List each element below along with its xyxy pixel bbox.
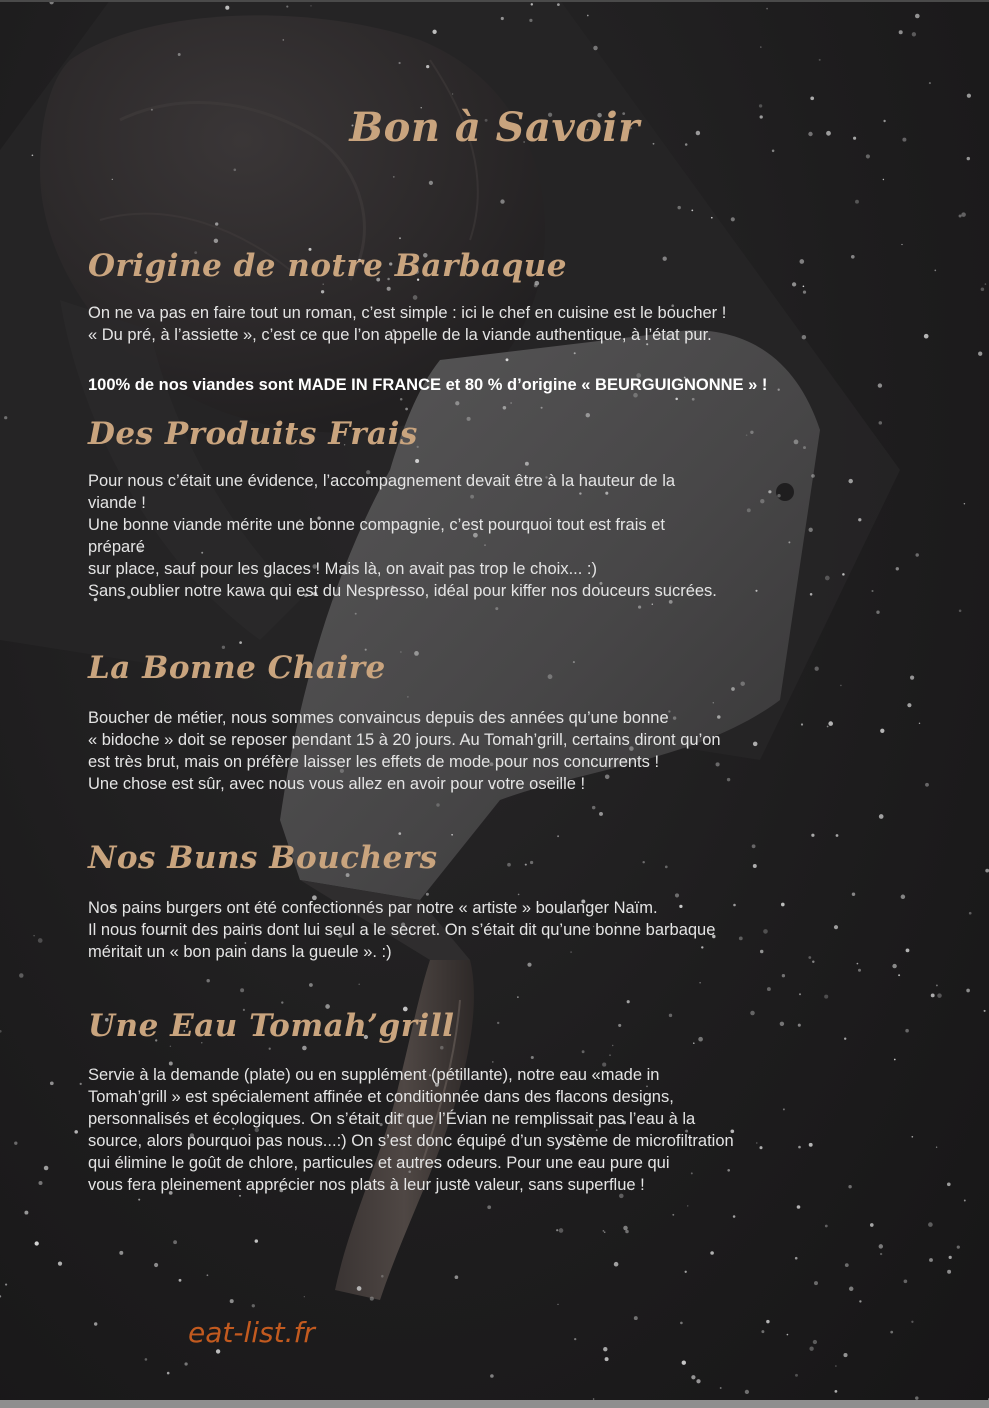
salt-speck <box>642 861 644 863</box>
salt-speck <box>398 832 401 835</box>
salt-speck <box>614 1262 619 1267</box>
salt-speck <box>14 1142 17 1145</box>
salt-speck <box>813 1340 817 1344</box>
salt-speck <box>527 963 531 967</box>
salt-speck <box>500 199 504 203</box>
salt-speck <box>855 200 859 204</box>
salt-speck <box>835 1390 838 1393</box>
salt-speck <box>746 434 748 436</box>
salt-speck <box>426 893 429 896</box>
salt-speck <box>792 282 796 286</box>
salt-speck <box>154 1263 158 1267</box>
salt-speck <box>582 1050 585 1053</box>
salt-speck <box>612 1045 613 1046</box>
salt-speck <box>750 1011 755 1016</box>
salt-speck <box>530 861 533 864</box>
bottom-border <box>0 1400 989 1408</box>
salt-speck <box>843 1353 847 1357</box>
salt-speck <box>604 1231 606 1233</box>
salt-speck <box>603 1230 605 1232</box>
salt-speck <box>803 290 806 293</box>
salt-speck <box>858 969 861 972</box>
salt-speck <box>675 398 678 401</box>
salt-speck <box>507 863 511 867</box>
salt-speck <box>750 431 753 434</box>
salt-speck <box>358 984 360 986</box>
salt-speck <box>618 1024 621 1027</box>
salt-speck <box>911 1321 913 1323</box>
salt-speck <box>283 39 285 41</box>
salt-speck <box>501 17 504 20</box>
salt-speck <box>467 417 471 421</box>
salt-speck <box>879 421 883 425</box>
salt-speck <box>603 1347 607 1351</box>
salt-speck <box>669 1014 672 1017</box>
salt-speck <box>179 1279 182 1282</box>
salt-speck <box>767 987 771 991</box>
salt-speck <box>178 53 181 56</box>
salt-speck <box>586 413 590 417</box>
salt-speck <box>4 416 7 419</box>
salt-speck <box>924 334 929 339</box>
salt-speck <box>901 244 902 245</box>
salt-speck <box>985 283 987 285</box>
salt-speck <box>852 893 855 896</box>
salt-speck <box>557 3 560 6</box>
salt-speck <box>429 181 433 185</box>
salt-speck <box>692 398 695 401</box>
salt-speck <box>964 503 965 504</box>
salt-speck <box>426 65 429 68</box>
salt-speck <box>696 1379 700 1383</box>
salt-speck <box>405 408 408 411</box>
salt-speck <box>794 440 799 445</box>
salt-speck <box>138 1199 140 1201</box>
salt-speck <box>682 1361 686 1365</box>
salt-speck <box>685 1271 687 1273</box>
salt-speck <box>492 1061 494 1063</box>
salt-speck <box>698 1037 703 1042</box>
salt-speck <box>490 1374 494 1378</box>
salt-speck <box>399 237 401 239</box>
salt-speck <box>541 407 543 409</box>
salt-speck <box>321 290 324 293</box>
salt-speck <box>413 295 418 300</box>
salt-speck <box>815 667 819 671</box>
salt-speck <box>866 154 870 158</box>
salt-speck <box>623 1226 628 1231</box>
section-text-buns: Nos pains burgers ont été confectionnés par notre « artiste » boulanger Naïm. Il nous fournit des pains dont lui seul a le secret. On s’était dit qu’une bonne barbaque méritait un « bon pain dans la gueule ». :) <box>88 899 716 961</box>
salt-speck <box>795 1374 798 1377</box>
salt-speck <box>230 1299 234 1303</box>
salt-speck <box>849 1287 854 1292</box>
salt-speck <box>510 402 511 403</box>
salt-speck <box>766 1320 769 1323</box>
salt-speck <box>574 1338 576 1340</box>
salt-speck <box>302 1046 307 1051</box>
salt-speck <box>780 1022 784 1026</box>
salt-speck <box>627 1000 630 1003</box>
salt-speck <box>225 6 229 10</box>
salt-speck <box>824 995 828 999</box>
salt-speck <box>710 1251 714 1255</box>
salt-speck <box>966 989 970 993</box>
salt-speck <box>518 894 520 896</box>
salt-speck <box>912 32 916 36</box>
salt-speck <box>819 59 821 61</box>
salt-speck <box>573 661 575 663</box>
section-heading-produits-frais: Des Produits Frais <box>88 416 418 452</box>
salt-speck <box>745 1390 749 1394</box>
salt-speck <box>216 1349 220 1353</box>
section-heading-eau: Une Eau Tomah’grill <box>88 1008 455 1044</box>
salt-speck <box>740 681 744 685</box>
salt-speck <box>207 1274 209 1276</box>
salt-speck <box>857 963 859 965</box>
salt-speck <box>94 1322 97 1325</box>
salt-speck <box>959 610 962 613</box>
salt-speck <box>455 1275 459 1279</box>
salt-speck <box>50 1081 54 1085</box>
salt-speck <box>859 1300 861 1302</box>
salt-speck <box>44 1166 49 1171</box>
salt-speck <box>206 979 209 982</box>
salt-speck <box>957 1245 960 1248</box>
salt-speck <box>731 687 735 691</box>
salt-speck <box>281 1001 283 1003</box>
salt-speck <box>557 835 559 837</box>
salt-speck <box>687 1205 688 1206</box>
salt-speck <box>234 169 237 172</box>
salt-speck <box>925 783 929 787</box>
salt-speck <box>451 834 453 836</box>
salt-speck <box>495 607 498 610</box>
salt-speck <box>929 1258 933 1262</box>
salt-speck <box>58 1261 62 1265</box>
salt-speck <box>803 285 805 287</box>
salt-speck <box>393 176 395 178</box>
salt-speck <box>883 179 884 180</box>
salt-speck <box>599 812 603 816</box>
salt-speck <box>711 217 713 219</box>
salt-speck <box>503 406 507 410</box>
salt-speck <box>964 1200 966 1202</box>
salt-speck <box>947 1182 951 1186</box>
salt-speck <box>985 869 989 873</box>
salt-speck <box>937 993 942 998</box>
salt-speck <box>80 1083 82 1085</box>
salt-speck <box>605 1357 609 1361</box>
salt-speck <box>672 1214 674 1216</box>
salt-speck <box>967 157 970 160</box>
salt-speck <box>593 46 597 50</box>
salt-speck <box>19 973 23 977</box>
salt-speck <box>309 983 313 987</box>
salt-speck <box>760 46 762 48</box>
salt-speck <box>803 446 806 449</box>
salt-speck <box>38 938 43 943</box>
salt-speck <box>879 1244 883 1248</box>
salt-speck <box>145 1358 148 1361</box>
salt-speck <box>214 239 218 243</box>
section-highlight-origine: 100% de nos viandes sont MADE IN FRANCE et 80 % d’origine « BEURGUIGNONNE » ! <box>88 376 768 394</box>
salt-speck <box>665 866 668 869</box>
salt-speck <box>870 1223 874 1227</box>
salt-speck <box>74 1130 78 1134</box>
salt-speck <box>904 1279 908 1283</box>
salt-speck <box>699 982 700 983</box>
salt-speck <box>252 1304 255 1307</box>
salt-speck <box>906 949 910 953</box>
salt-speck <box>0 1295 1 1297</box>
salt-speck <box>840 685 842 687</box>
salt-speck <box>286 6 288 8</box>
salt-speck <box>215 222 218 225</box>
salt-speck <box>691 210 693 212</box>
salt-speck <box>720 1387 722 1389</box>
salt-speck <box>173 1240 177 1244</box>
salt-speck <box>835 1365 837 1367</box>
salt-speck <box>876 611 879 614</box>
salt-speck <box>691 1375 695 1379</box>
salt-speck <box>357 1286 362 1291</box>
salt-speck <box>915 14 920 19</box>
salt-speck <box>809 1347 813 1351</box>
salt-speck <box>415 459 419 463</box>
salt-speck <box>400 651 401 652</box>
salt-speck <box>959 214 962 217</box>
salt-speck <box>587 15 589 17</box>
salt-speck <box>436 803 439 806</box>
salt-speck <box>907 703 911 707</box>
salt-speck <box>399 62 401 64</box>
salt-speck <box>978 352 982 356</box>
salt-speck <box>239 641 242 644</box>
salt-speck <box>731 217 735 221</box>
salt-speck <box>929 82 931 84</box>
salt-speck <box>947 1270 951 1274</box>
salt-speck <box>799 259 804 264</box>
salt-speck <box>984 1010 986 1012</box>
salt-speck <box>663 257 667 261</box>
salt-speck <box>24 1211 28 1215</box>
salt-speck <box>733 1215 736 1218</box>
salt-speck <box>304 1296 305 1297</box>
section-text-produits-frais: Pour nous c’était une évidence, l’accompagnement devait être à la hauteur de la viande ! Une bonne viande mérite une bonne compagnie, c’est pourquoi tout est frais et préparé sur place, sauf pour les glaces ! Mais là, on avait pas trop le choix... :) Sans oublier notre kawa qui est du Nespresso, idéal pour kiffer nos douceurs sucrées. <box>88 472 717 600</box>
salt-speck <box>894 1059 896 1061</box>
section-heading-bonne-chaire: La Bonne Chaire <box>88 650 386 686</box>
salt-speck <box>680 1322 683 1325</box>
salt-speck <box>32 154 34 156</box>
salt-speck <box>836 834 839 837</box>
salt-speck <box>890 1331 893 1334</box>
salt-speck <box>797 1205 801 1209</box>
top-border <box>0 0 989 2</box>
salt-speck <box>370 1297 374 1301</box>
salt-speck <box>814 1281 818 1285</box>
salt-speck <box>810 96 814 100</box>
salt-speck <box>548 674 553 679</box>
salt-speck <box>240 988 244 992</box>
salt-speck <box>452 93 453 94</box>
salt-speck <box>795 1257 798 1260</box>
salt-speck <box>752 844 756 848</box>
salt-speck <box>915 553 918 556</box>
salt-speck <box>634 1316 638 1320</box>
salt-speck <box>677 206 680 209</box>
salt-speck <box>574 352 576 354</box>
section-text-eau: Servie à la demande (plate) ou en supplément (pétillante), notre eau «made in Tomah’grill » est spécialement affinée et conditionnée dans des flacons designs, personnalisés et écologiques. On s’était dit que l’Évian ne remplissait pas l’eau à la source, alors pourquoi pas nous...:) On s’est donc équipé d’un système de microfiltration qui élimine le goût de chlore, particules et autres odeurs. Pour une eau pure qui vous fera pleinement apprécier nos plats à leur juste valeur, sans superflue ! <box>88 1066 734 1194</box>
watermark-text: eat-list.fr <box>188 1316 315 1349</box>
salt-speck <box>799 993 801 995</box>
salt-speck <box>400 398 403 401</box>
page-title: Bon à Savoir <box>349 104 640 151</box>
salt-speck <box>798 1024 801 1027</box>
salt-speck <box>766 8 768 10</box>
salt-speck <box>184 1362 187 1365</box>
salt-speck <box>497 1022 499 1024</box>
salt-speck <box>652 604 653 605</box>
salt-speck <box>936 984 938 986</box>
salt-speck <box>517 996 518 997</box>
salt-speck <box>931 993 935 997</box>
salt-speck <box>787 1334 789 1336</box>
section-heading-buns: Nos Buns Bouchers <box>88 840 438 876</box>
salt-speck <box>559 1228 564 1233</box>
salt-speck <box>310 5 311 6</box>
salt-speck <box>949 1256 952 1259</box>
section-heading-origine: Origine de notre Barbaque <box>88 248 568 284</box>
salt-speck <box>255 1239 258 1242</box>
salt-speck <box>638 606 641 609</box>
section-text-origine: On ne va pas en faire tout un roman, c’est simple : ici le chef en cuisine est le boucher ! « Du pré, à l’assiette », c’est ce que l’on appelle de la viande authentique, à l’état pur. <box>88 304 727 344</box>
salt-speck <box>967 94 971 98</box>
salt-speck <box>851 255 855 259</box>
salt-speck <box>222 646 225 649</box>
salt-speck <box>693 1042 695 1044</box>
salt-speck <box>905 1029 909 1033</box>
salt-speck <box>432 30 436 34</box>
salt-speck <box>928 1222 933 1227</box>
salt-speck <box>969 912 972 915</box>
salt-speck <box>713 702 714 703</box>
salt-speck <box>934 270 936 272</box>
salt-speck <box>112 179 113 180</box>
salt-speck <box>811 834 814 837</box>
salt-speck <box>556 1229 558 1231</box>
salt-speck <box>269 1048 271 1050</box>
salt-speck <box>5 1284 7 1286</box>
salt-speck <box>440 1046 444 1050</box>
salt-speck <box>844 1038 846 1040</box>
salt-speck <box>845 1263 849 1267</box>
salt-speck <box>119 1251 123 1255</box>
salt-speck <box>782 974 785 977</box>
salt-speck <box>531 1056 534 1059</box>
salt-speck <box>592 806 595 809</box>
salt-speck <box>892 964 896 968</box>
salt-speck <box>525 462 529 466</box>
salt-speck <box>33 935 34 936</box>
salt-speck <box>910 676 914 680</box>
salt-speck <box>35 1241 39 1245</box>
salt-speck <box>407 696 408 697</box>
salt-speck <box>487 1205 491 1209</box>
salt-speck <box>936 1147 937 1148</box>
salt-speck <box>531 3 533 5</box>
salt-speck <box>899 30 903 34</box>
salt-speck <box>455 401 459 405</box>
salt-speck <box>919 723 920 724</box>
salt-speck <box>529 19 532 22</box>
salt-speck <box>753 864 757 868</box>
salt-speck <box>879 814 884 819</box>
salt-speck <box>525 864 527 866</box>
salt-speck <box>170 1046 171 1047</box>
section-text-bonne-chaire: Boucher de métier, nous sommes convaincus depuis des années qu’une bonne « bidoche » doit se reposer pendant 15 à 20 jours. Au Tomah’grill, certains diront qu’on est très brut, mais on préfère laisser les effets de mode pour nos concurrents ! Une chose est sûr, avec nous vous allez en avoir pour votre oseille ! <box>88 709 721 793</box>
salt-speck <box>506 358 509 361</box>
salt-speck <box>39 1181 43 1185</box>
salt-speck <box>961 212 966 217</box>
salt-speck <box>557 1304 558 1305</box>
salt-speck <box>825 1225 828 1228</box>
salt-speck <box>880 1253 882 1255</box>
salt-speck <box>625 1230 629 1234</box>
salt-speck <box>355 613 357 615</box>
salt-speck <box>981 288 985 292</box>
salt-speck <box>414 651 419 656</box>
salt-speck <box>911 1136 913 1138</box>
salt-speck <box>167 1372 170 1375</box>
salt-speck <box>761 1330 764 1333</box>
salt-speck <box>898 974 900 976</box>
salt-speck <box>381 1275 384 1278</box>
salt-speck <box>0 1030 2 1033</box>
salt-speck <box>609 1054 611 1056</box>
salt-speck <box>387 287 391 291</box>
